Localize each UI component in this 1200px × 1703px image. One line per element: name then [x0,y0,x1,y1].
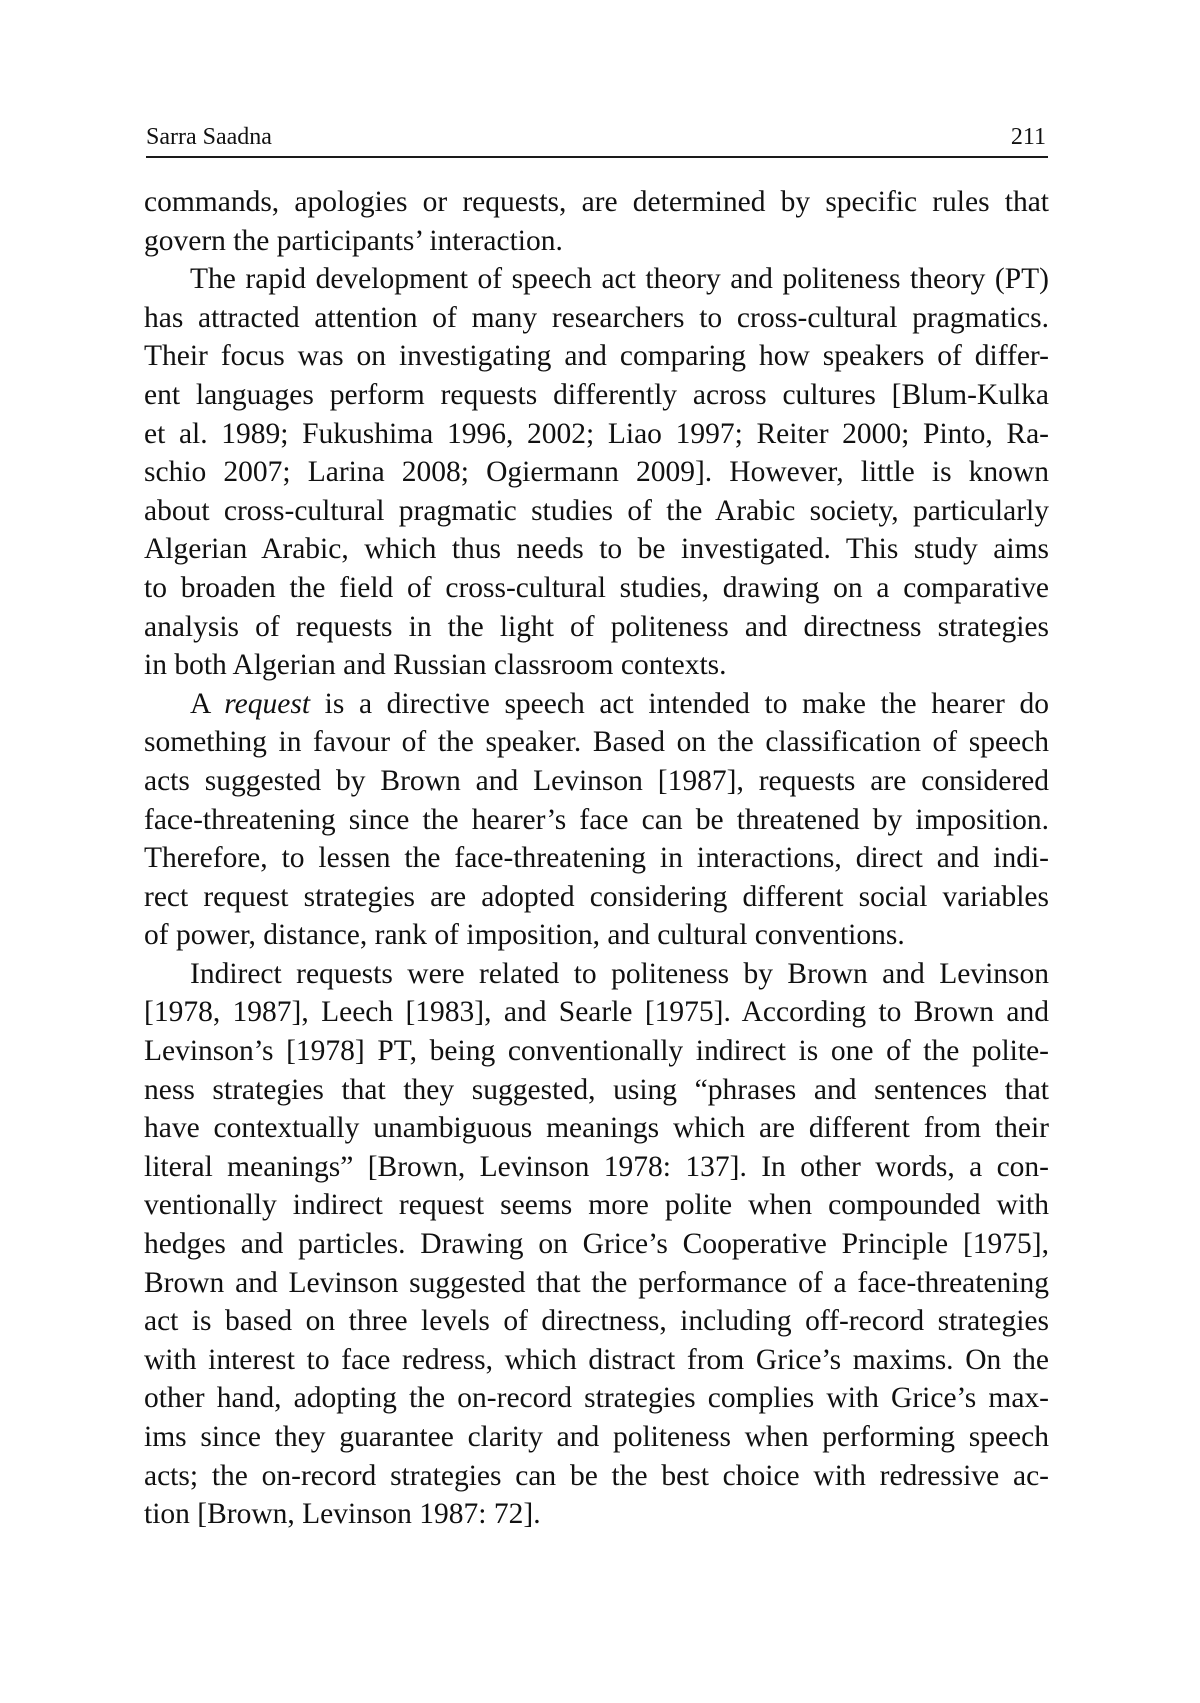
text-run: [1978, 1987], Leech [1983], and Searle [1975]. According to Brown and [144,996,1049,1029]
text-run: have contextually unambiguous meanings which are different from their [144,1112,1049,1145]
text-run: acts; the on-record strategies can be the best choice with redressive ac- [144,1459,1049,1492]
text-line [144,1341,1049,1380]
text-line [144,530,1049,569]
text-run: Indirect requests were related to politeness by Brown and Levinson [190,957,1049,990]
text-line [144,608,1049,647]
text-line [144,337,1049,376]
text-run: ness strategies that they suggested, using “phrases and sentences that [144,1073,1049,1106]
text-line [144,762,1049,801]
text-line [144,1148,1049,1187]
text-run: Brown and Levinson suggested that the performance of a face-threatening [144,1266,1049,1299]
italic-term: request [224,687,311,720]
text-line [144,955,1049,994]
text-run: tion [Brown, Levinson 1987: 72]. [144,1498,541,1531]
text-run: The rapid development of speech act theory and politeness theory (PT) [190,263,1049,296]
paragraph [144,183,1049,260]
text-run: Therefore, to lessen the face-threatening in interactions, direct and indi- [144,842,1049,875]
text-run: schio 2007; Larina 2008; Ogiermann 2009]. However, little is known [144,456,1049,489]
text-line [144,1302,1049,1341]
text-line [144,646,1049,685]
text-line [144,916,1049,955]
text-line [144,453,1049,492]
text-run: et al. 1989; Fukushima 1996, 2002; Liao 1997; Reiter 2000; Pinto, Ra- [144,417,1049,450]
text-run: hedges and particles. Drawing on Grice’s Cooperative Principle [1975], [144,1228,1049,1261]
text-run: Algerian Arabic, which thus needs to be investigated. This study aims [144,533,1049,566]
text-line [144,415,1049,454]
text-run: something in favour of the speaker. Based on the classification of speech [144,726,1049,759]
text-run: act is based on three levels of directness, including off-record strategies [144,1305,1049,1338]
text-line [144,723,1049,762]
text-line [144,1418,1049,1457]
text-line [144,260,1049,299]
page-number: 211 [1010,124,1046,150]
text-run: govern the participants’ interaction. [144,224,563,257]
text-run: about cross-cultural pragmatic studies of the Arabic society, particularly [144,494,1049,527]
text-run: Their focus was on investigating and comparing how speakers of differ- [144,340,1049,373]
text-line [144,569,1049,608]
text-line [144,299,1049,338]
text-run: acts suggested by Brown and Levinson [1987], requests are considered [144,764,1049,797]
text-run: with interest to face redress, which distract from Grice’s maxims. On the [144,1343,1049,1376]
text-line [144,1071,1049,1110]
paragraph [144,685,1049,955]
text-line [144,839,1049,878]
text-line [144,1109,1049,1148]
text-line [144,1379,1049,1418]
text-line [144,1186,1049,1225]
text-run: ims since they guarantee clarity and politeness when performing speech [144,1421,1049,1453]
text-line [144,376,1049,415]
text-run: in both Algerian and Russian classroom contexts. [144,649,727,682]
text-run: ent languages perform requests differently across cultures [Blum-Kulka [144,378,1049,411]
text-run: ventionally indirect request seems more polite when compounded with [144,1189,1049,1222]
text-run: of power, distance, rank of imposition, and cultural conventions. [144,919,905,952]
body-text [144,183,1049,1534]
paragraph [144,955,1049,1534]
text-line [144,222,1049,261]
text-run: literal meanings” [Brown, Levinson 1978: 137]. In other words, a con- [144,1150,1049,1183]
running-head-author: Sarra Saadna [146,124,272,150]
running-head [146,120,1048,158]
text-line [144,878,1049,917]
text-run: has attracted attention of many researchers to cross-cultural pragmatics. [144,301,1049,334]
text-run: face-threatening since the hearer’s face can be threatened by imposition. [144,803,1049,836]
text-line [144,1225,1049,1264]
text-line [144,183,1049,222]
text-run: analysis of requests in the light of politeness and directness strategies [144,610,1049,643]
paragraph [144,260,1049,685]
text-line [144,1032,1049,1071]
text-line [144,685,1049,724]
text-run: A [190,687,225,720]
text-line [144,1495,1049,1534]
text-line [144,1264,1049,1303]
text-run: other hand, adopting the on-record strategies complies with Grice’s max- [144,1382,1049,1415]
text-run: Levinson’s [1978] PT, being conventionally indirect is one of the polite- [144,1035,1049,1068]
text-run: to broaden the field of cross-cultural studies, drawing on a comparative [144,571,1049,604]
text-line [144,801,1049,840]
text-line [144,492,1049,531]
text-run: is a directive speech act intended to make the hearer do [310,687,1049,720]
text-line [144,1457,1049,1496]
text-run: commands, apologies or requests, are determined by specific rules that [144,186,1049,218]
text-run: rect request strategies are adopted considering different social variables [144,880,1049,913]
text-line [144,993,1049,1032]
